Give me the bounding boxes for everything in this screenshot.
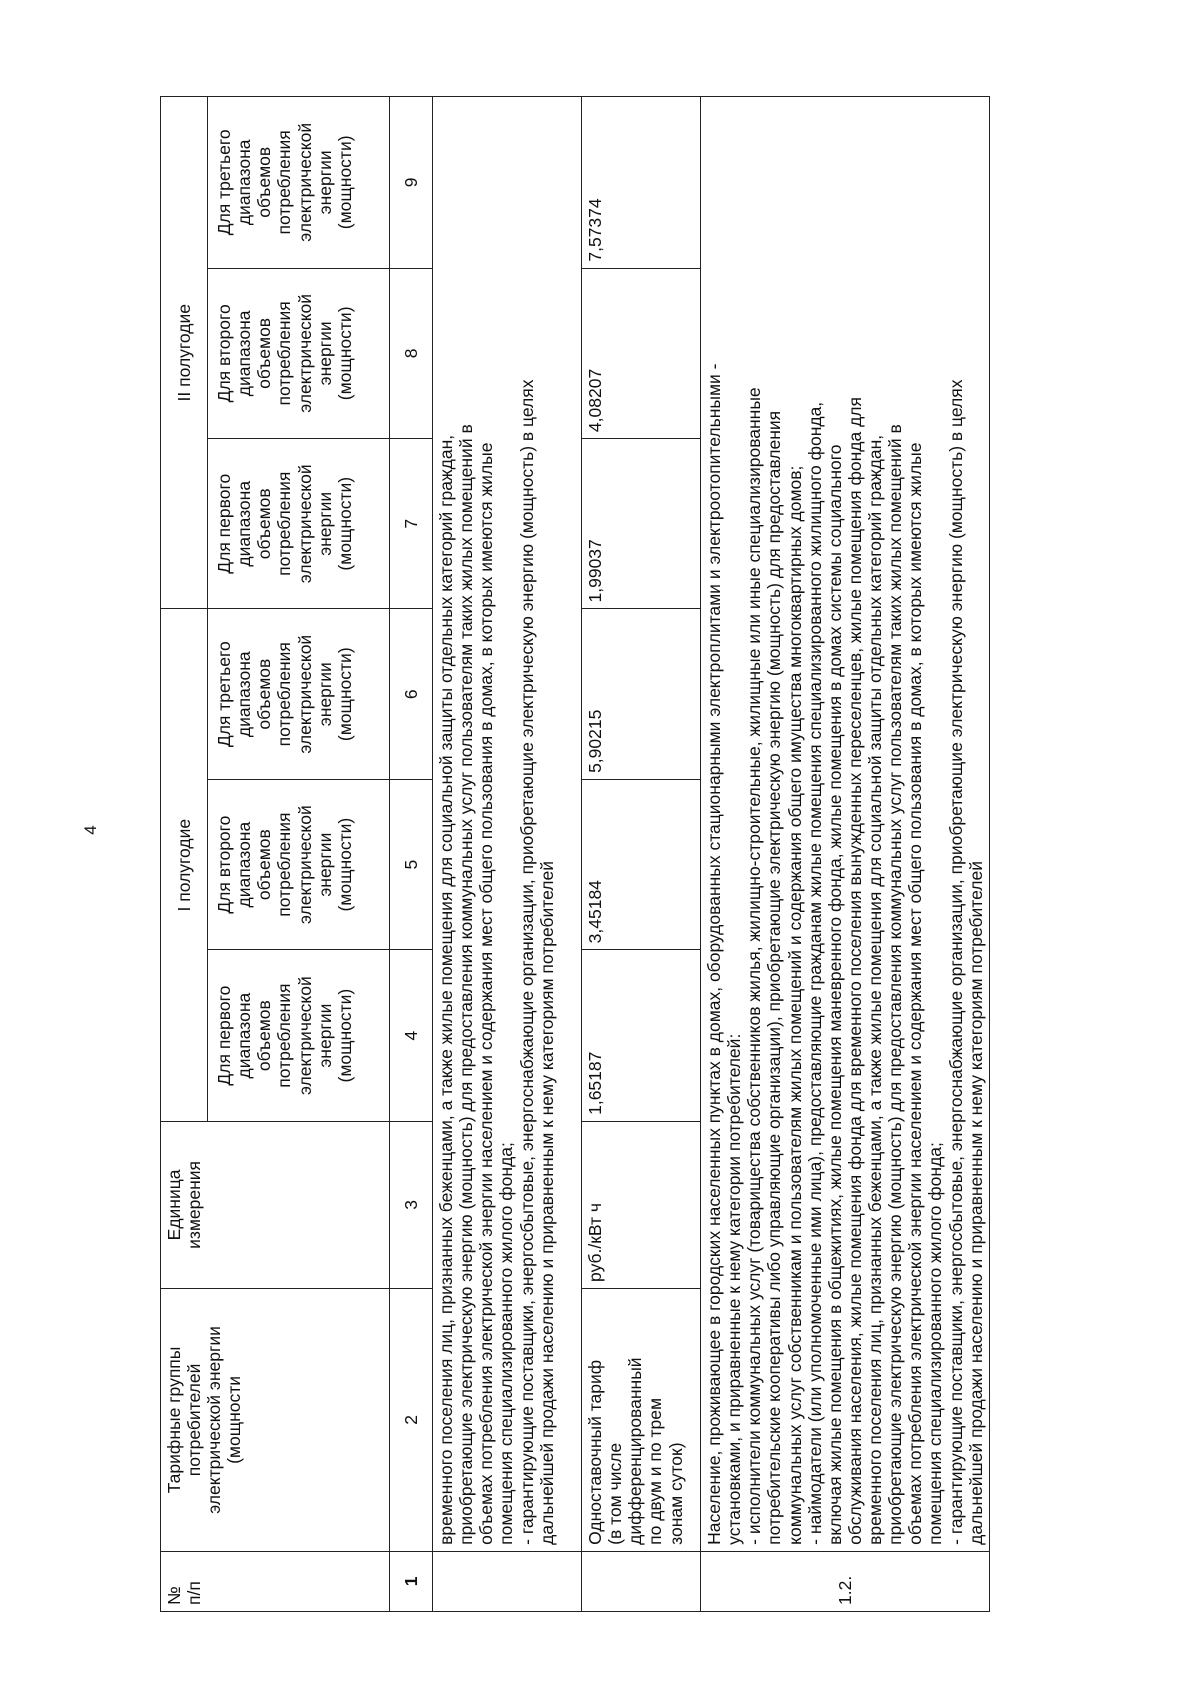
tariff-value-h1-third: 5,90215	[582, 609, 701, 779]
header-h1-third-range: Для третьего диапазона объемов потребления электрической энергии (мощности)	[208, 609, 390, 779]
tariff-row	[582, 97, 701, 1612]
row-1-2-description: Население, проживающее в городских населенных пунктах в домах, оборудованных стационарными электроплитами и электроотопительными - установками, и приравненные к нему категории потребителей: - исполнители коммунальных услуг (товарищества собственников жилья, жилищно-строительные, жилищные или иные специализированные потребительские кооперативы либо управляющие организации), приобретающие электрическую энергию (мощность) для предоставления коммунальных услуг собственникам и пользователям жилых помещений и содержания общего имущества многоквартирных домов; - наймодатели (или уполномоченные ими лица), предоставляющие гражданам жилые помещения специализированного жилищного фонда, включая жилые помещения в общежитиях, жилые помещения маневренного фонда, жилые помещения в домах системы социального обслуживания населения, жилые помещения фонда для временного поселения вынужденных переселенцев, жилые помещения фонда для временного поселения лиц, признанных беженцами, а также жилые помещения для социальной защиты отдельных категорий граждан, приобретающие электрическую энергию (мощность) для предоставления коммунальных услуг пользователям таких жилых помещений в объемах потребления электрической энергии населением и содержания мест общего пользования в домах, в которых имеются жилые помещения специализированного жилого фонда; - гарантирующие поставщики, энергосбытовые, энергоснабжающие организации, приобретающие электрическую энергию (мощность) в целях дальнейшей продажи населению и приравненным к нему категориям потребителей	[701, 97, 990, 1552]
header-h1-second-range: Для второго диапазона объемов потребления электрической энергии (мощности)	[208, 779, 390, 949]
continuation-description: временного поселения лиц, признанных беженцами, а также жилые помещения для социальной защиты отдельных категорий граждан, приобретающие электрическую энергию (мощность) для предоставления коммунальных услуг пользователям таких жилых помещений в объемах потребления электрической энергии населением и содержания мест общего пользования в домах, в которых имеются жилые помещения специализированного жилого фонда; - гарантирующие поставщики, энергосбытовые, энергоснабжающие организации, приобретающие электрическую энергию (мощность) в целях дальнейшей продажи населению и приравненным к нему категориям потребителей	[433, 97, 582, 1552]
header-half-1: I полугодие	[161, 609, 208, 1121]
header-h2-third-range: Для третьего диапазона объемов потребления электрической энергии (мощности)	[208, 97, 390, 269]
header-h2-first-range: Для первого диапазона объемов потребления электрической энергии (мощности)	[208, 439, 390, 609]
row-1-2	[701, 97, 990, 1612]
page-number: 4	[81, 825, 100, 835]
column-number-row	[390, 97, 433, 1612]
tariff-table-rotated	[160, 96, 1200, 1612]
col-number: 9	[390, 97, 433, 269]
tariff-value-h1-second: 3,45184	[582, 779, 701, 949]
continuation-number-cell	[433, 1551, 582, 1611]
col-number: 3	[390, 1121, 433, 1288]
header-number: № п/п	[161, 1551, 390, 1611]
tariff-value-h1-first: 1,65187	[582, 950, 701, 1122]
tariff-value-h2-first: 1,99037	[582, 439, 701, 609]
tariff-value-h2-second: 4,08207	[582, 268, 701, 438]
col-number: 4	[390, 950, 433, 1122]
header-half-2: II полугодие	[161, 97, 208, 609]
col-number: 1	[390, 1551, 433, 1611]
tariff-name: Одноставочный тариф (в том числе дифференцированный по двум и по трем зонам суток)	[582, 1288, 701, 1551]
col-number: 8	[390, 268, 433, 438]
header-h1-first-range: Для первого диапазона объемов потребления электрической энергии (мощности)	[208, 950, 390, 1122]
col-number: 6	[390, 609, 433, 779]
col-number: 5	[390, 779, 433, 949]
col-number: 7	[390, 439, 433, 609]
header-h2-second-range: Для второго диапазона объемов потребления электрической энергии (мощности)	[208, 268, 390, 438]
tariff-value-h2-third: 7,57374	[582, 97, 701, 269]
header-unit: Единица измерения	[161, 1121, 390, 1288]
header-tariff-group: Тарифные группы потребителей электрической энергии (мощности	[161, 1288, 390, 1551]
tariff-number-cell	[582, 1551, 701, 1611]
tariff-table	[160, 96, 990, 1612]
tariff-unit: руб./кВт ч	[582, 1121, 701, 1288]
row-number: 1.2.	[701, 1551, 990, 1611]
col-number: 2	[390, 1288, 433, 1551]
